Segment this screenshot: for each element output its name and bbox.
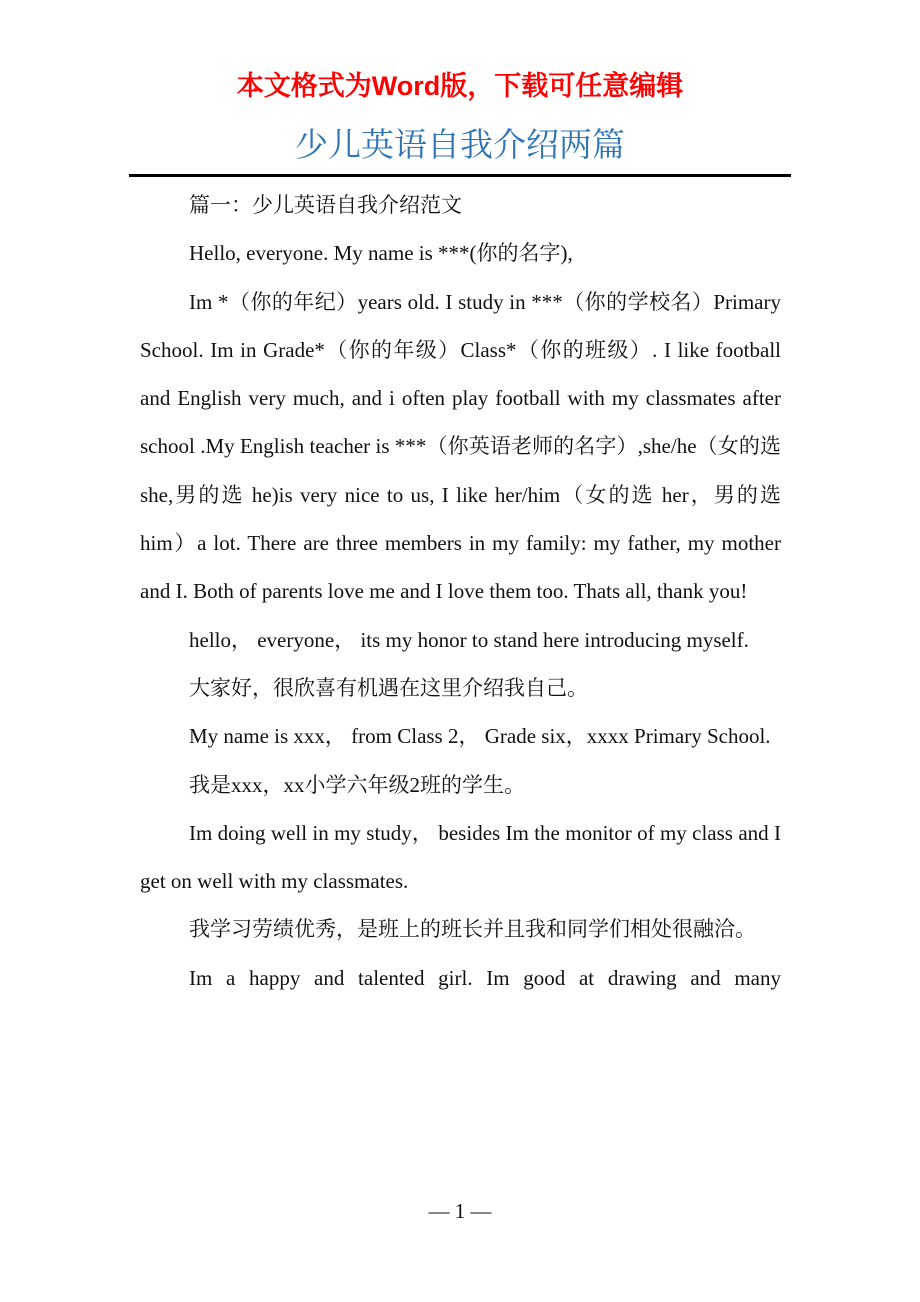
paragraph: Im a happy and talented girl. Im good at drawing and many [189,965,781,990]
section-heading: 篇一：少儿英语自我介绍范文 [189,193,462,217]
paragraph: 我学习劳绩优秀，是班上的班长并且我和同学们相处很融洽。 [189,917,756,942]
download-banner: 本文格式为Word版，下载可任意编辑 [236,71,684,101]
paragraph: My name is xxx， from Class 2， Grade six，xxxx Primary School. [189,724,771,749]
paragraph: Im *（你的年纪）years old. I study in ***（你的学校名）Primary School. Im in Grade*（你的年级）Class*（你的班级）. I like football and English very much, and i often play football with my classmates after school .My English teacher is ***（你英语老师的名字）,she/he（女的选 she,男的选 he)is very nice to us, I like her/him（女的选 her，男的选 him）a lot. There are three members in my family: my father, my mother and I. Both of parents love me and I love them too. Thats all, thank you! [140,289,781,604]
paragraph: 大家好，很欣喜有机遇在这里介绍我自己。 [189,675,588,700]
page-number: — 1 — [428,1199,492,1223]
paragraph: Hello, everyone. My name is ***(你的名字), [189,241,573,266]
document-body [140,181,781,1002]
paragraph: Im doing well in my study， besides Im the monitor of my class and I get on well with my classmates. [140,820,781,894]
paragraph: 我是xxx，xx小学六年级2班的学生。 [189,772,525,797]
document-title: 少儿英语自我介绍两篇 [295,126,625,163]
title-divider [129,174,791,177]
paragraph: hello， everyone， its my honor to stand here introducing myself. [189,627,749,652]
